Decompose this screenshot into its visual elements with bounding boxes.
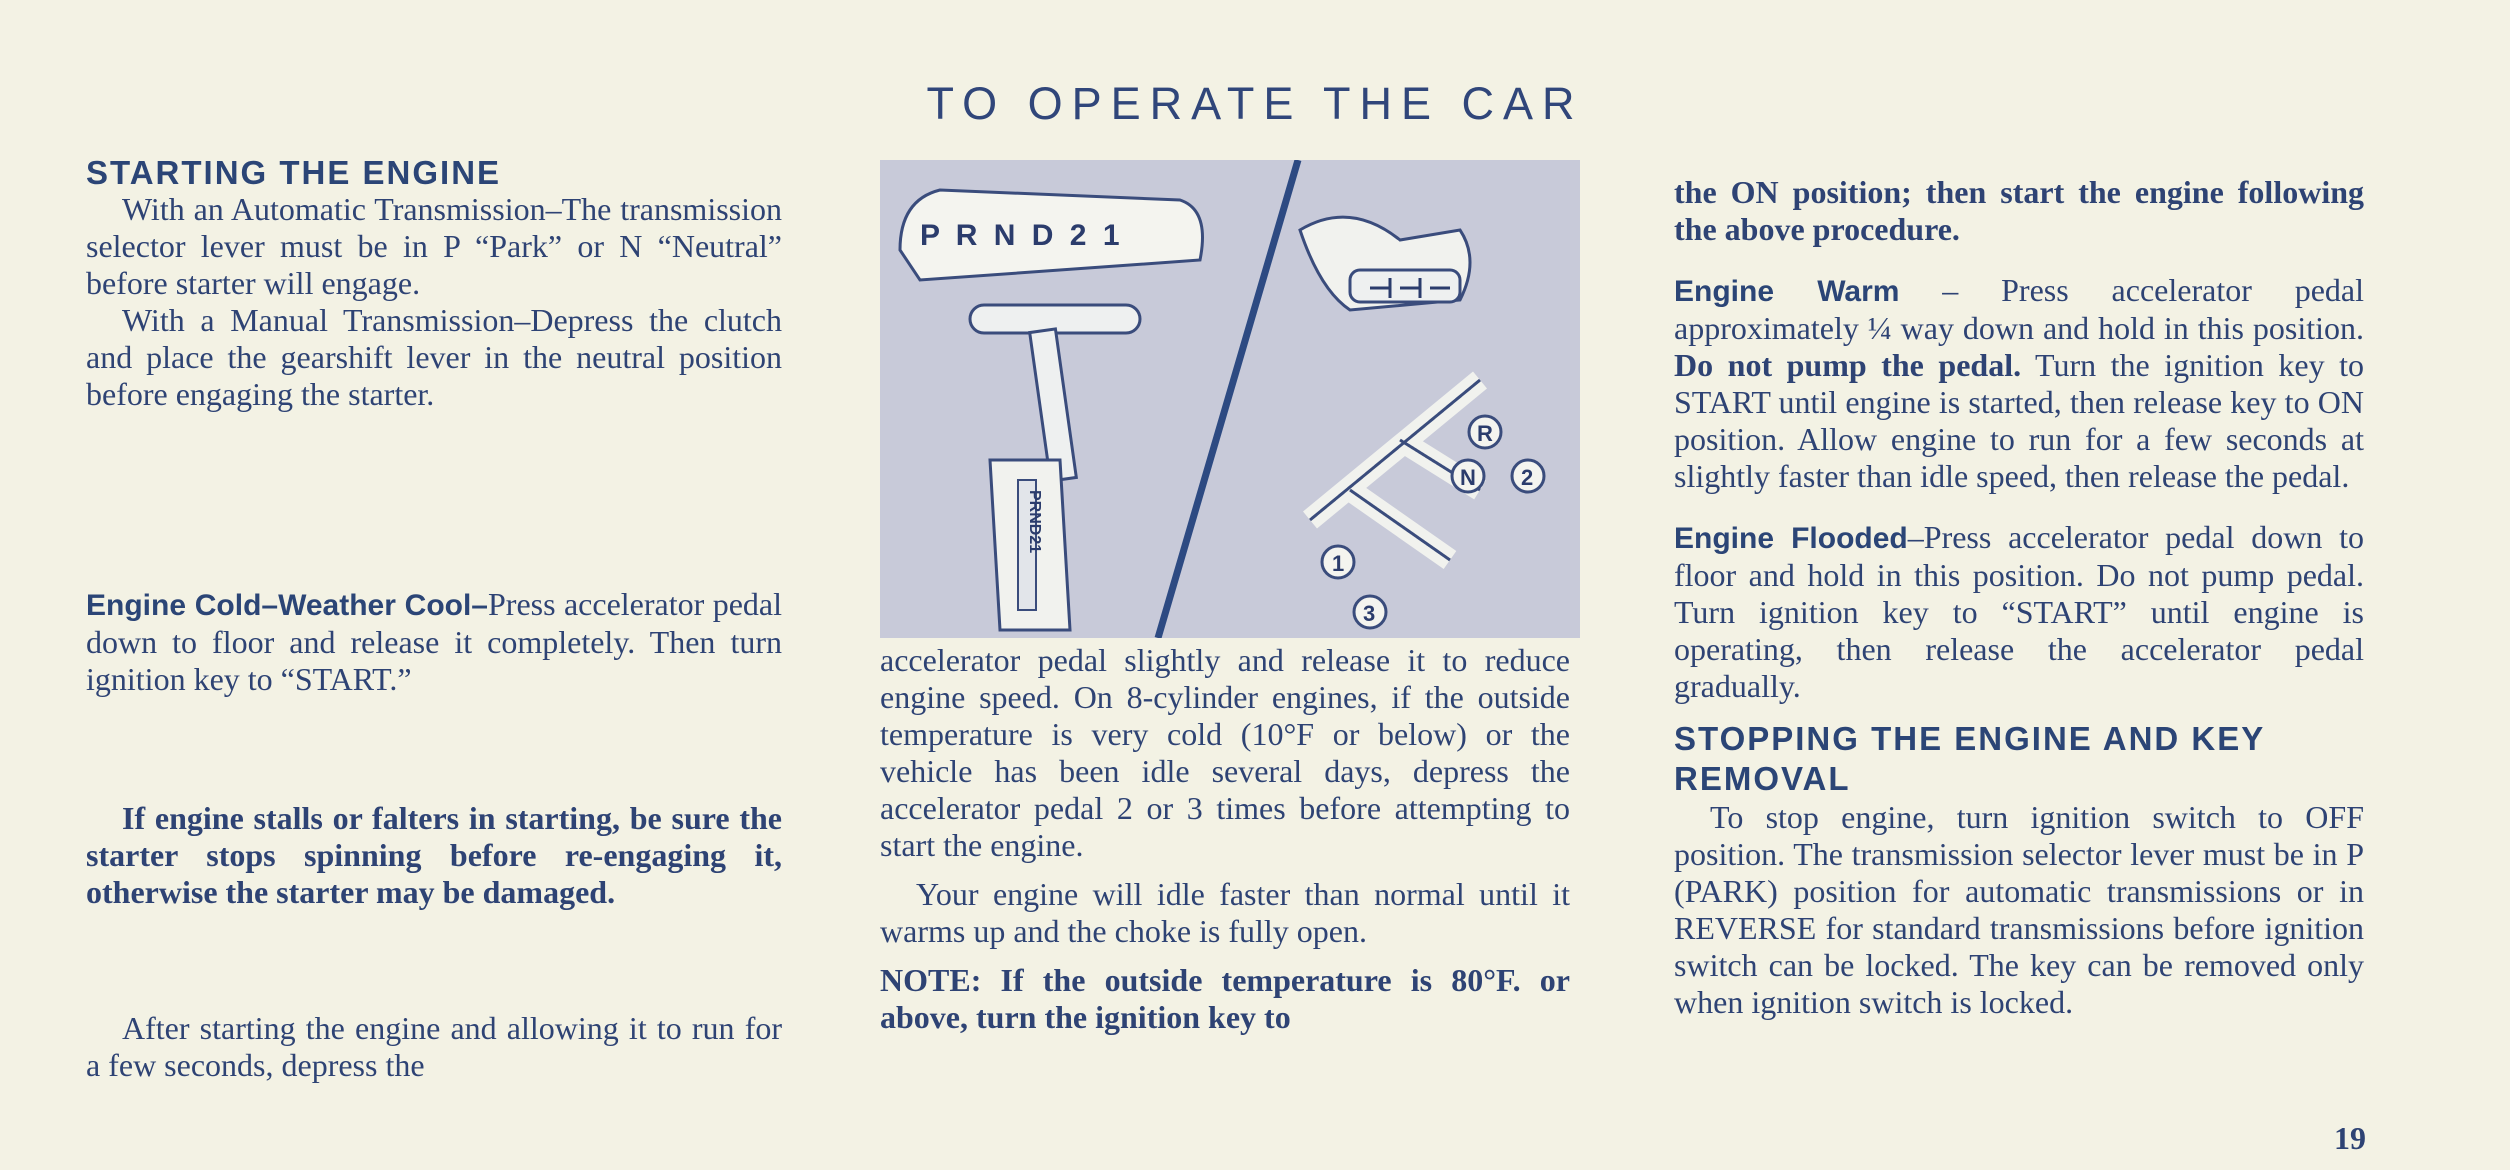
gear-label-1: 1: [1332, 551, 1345, 576]
column-middle: [880, 642, 1570, 1036]
stall-warning-block: [86, 800, 782, 911]
dial-letters: P R N D 2 1: [920, 219, 1124, 252]
paragraph-reduce-speed: accelerator pedal slightly and release it to reduce engine speed. On 8-cylinder engines, if the outside temperature is very cold (10°F or below) or the vehicle has been idle several days, depress the accelerator pedal 2 or 3 times before attempting to start the engine.: [880, 642, 1570, 863]
gear-selector-illustration: [880, 160, 1580, 638]
page-number: 19: [2334, 1120, 2366, 1156]
manual-shift-pattern-icon: [1310, 380, 1544, 628]
subheading-engine-cold: Engine Cold–Weather Cool–: [86, 589, 488, 622]
section-heading-stopping: STOPPING THE ENGINE AND KEY REMOVAL: [1674, 720, 2265, 797]
engine-warm-text-2: Turn the ignition key to START until engine is started, then release key to ON position. Allow engine to run for a few seconds at slightly faster than idle speed, then release the pedal.: [1674, 347, 2365, 494]
engine-flooded-text: –Press accelerator pedal down to floor and hold in this position. Do not pump pedal. Turn ignition key to “START” until engine is operating, then release the accelerator pedal gradually.: [1674, 519, 2364, 704]
engine-warm-text-1: – Press accelerator pedal approximately ¼ way down and hold in this position.: [1674, 272, 2365, 346]
gear-label-2: 2: [1521, 465, 1534, 490]
paragraph-on-position: the ON position; then start the engine following the above procedure.: [1674, 174, 2364, 247]
paragraph-idle: Your engine will idle faster than normal until it warms up and the choke is fully open.: [880, 876, 1570, 949]
paragraph-after-start: After starting the engine and allowing it to run for a few seconds, depress the: [86, 1010, 782, 1083]
note-temperature: NOTE: If the outside temperature is 80°F. or above, turn the ignition key to: [880, 962, 1570, 1035]
paragraph-manual: With a Manual Transmission–Depress the clutch and place the gearshift lever in the neutral position before engaging the starter.: [86, 302, 782, 412]
gear-label-n: N: [1460, 465, 1476, 490]
stall-warning: If engine stalls or falters in starting, be sure the starter stops spinning before re-engaging it, otherwise the starter may be damaged.: [86, 800, 782, 910]
section-heading-starting: STARTING THE ENGINE: [86, 154, 502, 191]
gear-label-3: 3: [1363, 601, 1376, 626]
gear-label-r: R: [1477, 421, 1493, 446]
shifter-plate-text: PRND21: [1026, 490, 1043, 554]
after-start-block: [86, 1010, 782, 1084]
page-title: TO OPERATE THE CAR: [926, 78, 1584, 129]
subheading-engine-warm: Engine Warm: [1674, 275, 1900, 308]
column-left: [86, 154, 782, 413]
engine-warm-warning: Do not pump the pedal.: [1674, 347, 2022, 383]
engine-cold-text: Press accelerator pedal down to floor and release it completely. Then turn ignition key to “START.”: [86, 586, 782, 697]
column-right: [1674, 174, 2364, 1021]
automatic-shifter-icon: [970, 305, 1140, 630]
engine-cold-block: [86, 586, 782, 698]
paragraph-automatic: With an Automatic Transmission–The transmission selector lever must be in P “Park” or N “Neutral” before starter will engage.: [86, 191, 782, 301]
manual-knob-icon: [1300, 217, 1470, 310]
paragraph-stopping: To stop engine, turn ignition switch to OFF position. The transmission selector lever must be in P (PARK) position for automatic transmissions or in REVERSE for standard transmissions before ignition switch can be locked. The key can be removed only when ignition switch is locked.: [1674, 799, 2364, 1020]
subheading-engine-flooded: Engine Flooded: [1674, 522, 1908, 555]
